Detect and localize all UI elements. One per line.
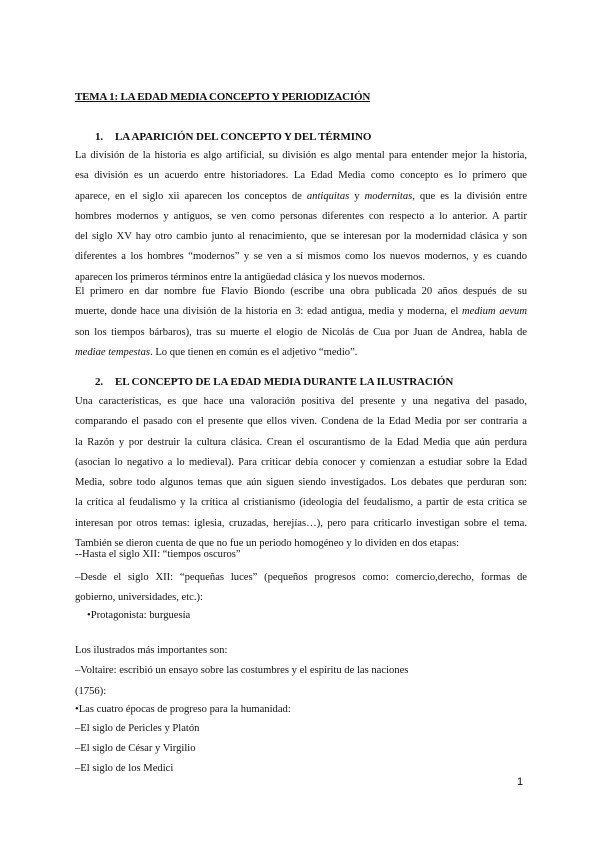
text-line: son los tiempos bárbaros), tras su muerte el elogio de Nicolás de Cua por Juan de Andrea, habla de — [75, 326, 527, 338]
text-line: interesan por otros temas: iglesia, cruzadas, herejías…), pero para criticarlo investigan sobre el tema. — [75, 517, 527, 529]
text-line: El primero en dar nombre fue Flavio Biondo (escribe una obra publicada 20 años después de su — [75, 286, 527, 297]
epoca-item: –El siglo de los Medici — [75, 763, 174, 774]
text-fragment: y — [349, 190, 365, 202]
document-title: TEMA 1: LA EDAD MEDIA CONCEPTO Y PERIODIZACIÓN — [75, 91, 371, 103]
text-line: aparecen los primeros términos entre la antigüedad clásica y los nuevos modernos. — [75, 271, 426, 283]
section-1-number: 1. — [95, 131, 104, 143]
text-line: diferentes a los hombres “modernos” y se ven a sí mismos como los nuevos modernos, y es cuando — [75, 251, 527, 263]
section-1-heading — [95, 131, 371, 143]
etapa-hasta-siglo-xii: --Hasta el siglo XII: “tiempos oscuros” — [75, 549, 241, 560]
text-line: También se dieron cuenta de que no fue un periodo homogéneo y lo dividen en dos etapas: — [75, 538, 460, 550]
text-line: Una características, es que hace una valoración positiva del presente y una negativa del pasado, — [75, 396, 527, 407]
section-2-paragraph — [75, 392, 527, 554]
text-line: comparando el pasado con el presente que ellos viven. Condena de la Edad Media por ser contraria a — [75, 416, 527, 428]
section-2-heading — [95, 376, 453, 388]
bullet-protagonista: •Protagonista: burguesía — [87, 610, 191, 621]
page-number: 1 — [517, 776, 524, 788]
voltaire-line: –Voltaire: escribió un ensayo sobre las costumbres y el espíritu de las naciones — [75, 665, 409, 676]
text-line: esa división es un acuerdo entre historiadores. La Edad Media como concepto es lo primero que — [75, 170, 527, 182]
text-line-with-italics — [75, 343, 527, 363]
text-line-with-italics — [75, 302, 527, 322]
text-fragment: . Lo que tienen en común es el adjetivo “medio”. — [150, 346, 358, 358]
text-line: (asocian lo negativo a lo medieval). Para criticar debía conocer y comienzan a estudiar sobre la Edad — [75, 456, 527, 468]
text-line: la Razón y por destruir la cultura clásica. Crean el oscurantismo de la Edad Media que aún perdura — [75, 436, 527, 448]
epocas-intro: •Las cuatro épocas de progreso para la humanidad: — [75, 704, 291, 715]
text-line: –Desde el siglo XII: “pequeñas luces” (pequeños progresos como: comercio,derecho, formas de — [75, 572, 527, 583]
section-1-paragraph-2 — [75, 282, 527, 363]
text-line: La división de la historia es algo artificial, su división es algo mental para entender mejor la historia, — [75, 150, 527, 161]
epoca-item: –El siglo de Pericles y Platón — [75, 723, 200, 734]
section-2-number: 2. — [95, 376, 104, 388]
ilustrados-intro: Los ilustrados más importantes son: — [75, 645, 228, 656]
text-line-with-italics — [75, 187, 527, 207]
voltaire-year: (1756): — [75, 686, 107, 697]
term-modernitas: modernitas — [364, 190, 413, 202]
etapa-desde-siglo-xii — [75, 568, 527, 609]
text-line: hombres modernos y antiguos, se ven como personas diferentes con respecto a lo anterior. A partir — [75, 210, 527, 222]
term-mediae-tempestas: mediae tempestas — [75, 346, 151, 358]
section-1-title: LA APARICIÓN DEL CONCEPTO Y DEL TÉRMINO — [115, 131, 372, 143]
text-line: del siglo XV hay otro cambio junto al renacimiento, que se interesan por la modernidad clásica y son — [75, 231, 527, 243]
term-medium-aevum: medium aevum — [462, 306, 527, 318]
section-1-paragraph-1 — [75, 146, 527, 288]
text-fragment: aparece, en el siglo xii aparecen los conceptos de — [75, 190, 307, 202]
text-fragment: muerte, donde hace una división de la historia en 3: edad antigua, media y moderna, el — [75, 306, 463, 318]
text-line: Media, sobre todo algunos temas que aún siguen siendo investigados. Los debates que perduran son: — [75, 477, 527, 489]
text-fragment: , que es la división entre — [412, 190, 528, 202]
text-line: la crítica al feudalismo y la crítica al cristianismo (ideología del feudalismo, a partir de esta crítica se — [75, 497, 527, 509]
section-2-title: EL CONCEPTO DE LA EDAD MEDIA DURANTE LA ILUSTRACIÓN — [115, 376, 454, 388]
epoca-item: –El siglo de César y Virgilio — [75, 743, 196, 754]
text-line: gobierno, universidades, etc.): — [75, 592, 203, 604]
term-antiquitas: antiquitas — [306, 190, 350, 202]
